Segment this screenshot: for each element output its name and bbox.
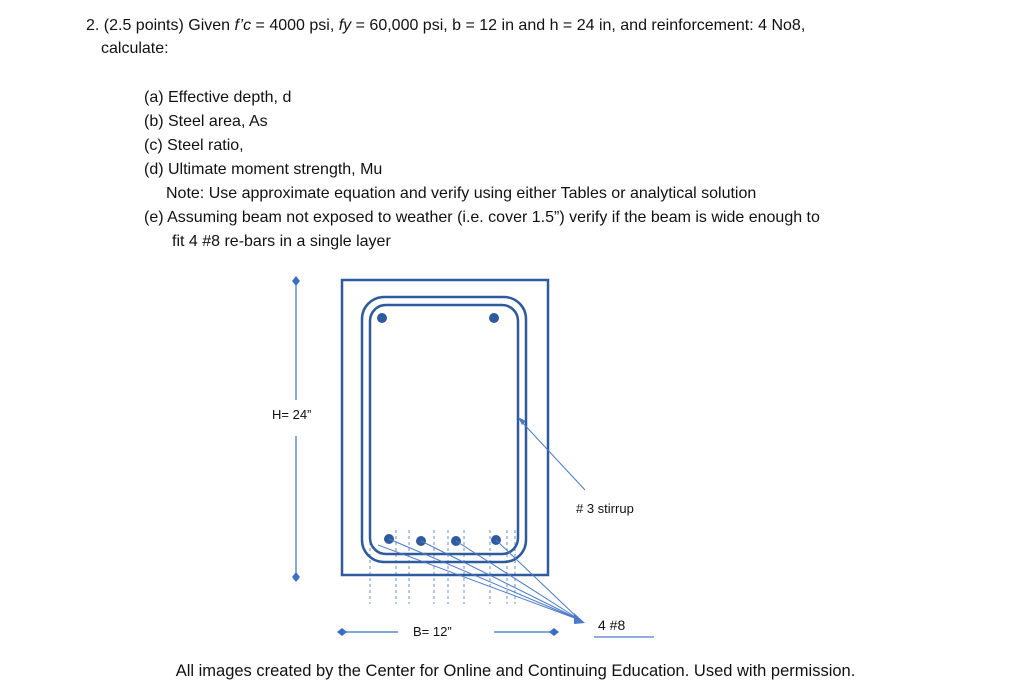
fc-value: = 4000 psi,: [251, 17, 339, 34]
item-e: (e) Assuming beam not exposed to weather (i.e. cover 1.5”) verify if the beam is wide enough to: [144, 209, 820, 226]
caption: All images created by the Center for Online and Continuing Education. Used with permission.: [175, 662, 856, 680]
rebar-label: 4 #8: [598, 617, 626, 633]
dimension-end-right: [549, 628, 559, 636]
item-d: (d) Ultimate moment strength, Mu: [144, 161, 383, 178]
width-dimension: [337, 624, 559, 639]
fy-symbol: fy: [338, 17, 352, 34]
dimension-end-bottom: [292, 572, 300, 582]
top-bar-right: [489, 313, 499, 323]
top-bar-left: [377, 313, 387, 323]
height-dimension: [272, 276, 311, 582]
item-d-note: Note: Use approximate equation and verify using either Tables or analytical solution: [166, 185, 757, 202]
stirrup-outer: [362, 297, 526, 562]
height-label: H= 24”: [272, 407, 312, 422]
stirrup-inner: [370, 305, 518, 554]
dimension-end-top: [292, 276, 300, 286]
rebar-arrow-head: [574, 613, 585, 624]
stirrup-label: # 3 stirrup: [576, 501, 634, 516]
item-b: (b) Steel area, As: [144, 113, 268, 130]
item-e-continuation: fit 4 #8 re-bars in a single layer: [172, 233, 391, 250]
problem-prefix: 2. (2.5 points) Given: [86, 17, 235, 34]
width-label: B= 12”: [413, 624, 452, 639]
fy-value: = 60,000 psi, b = 12 in and h = 24 in, and reinforcement: 4 No8,: [351, 17, 806, 34]
fc-symbol: f’c: [234, 17, 252, 34]
rebar-leaders: [378, 539, 580, 620]
item-a: (a) Effective depth, d: [144, 89, 292, 106]
problem-line2: calculate:: [101, 40, 169, 57]
item-c: (c) Steel ratio,: [144, 137, 244, 154]
dimension-end-left: [337, 628, 347, 636]
stirrup-leader: [518, 417, 634, 516]
